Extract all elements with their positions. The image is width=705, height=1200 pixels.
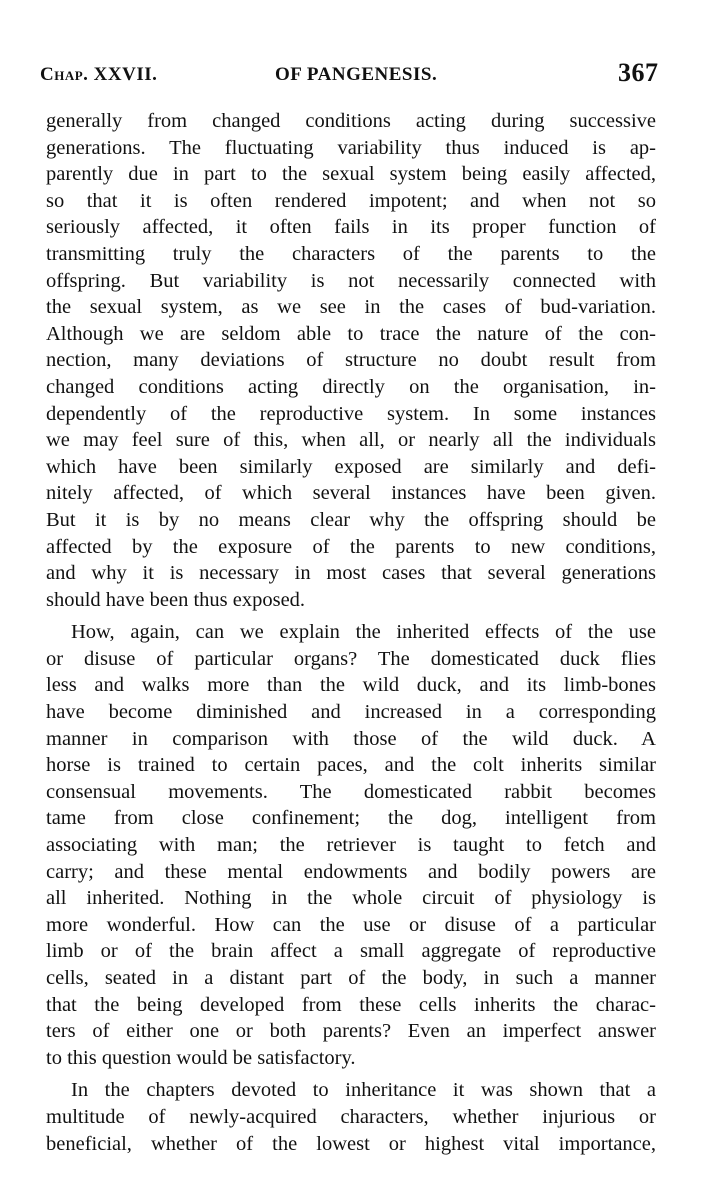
text-line: dependently of the reproductive system. In some instances <box>46 402 656 425</box>
text-line: Although we are seldom able to trace the nature of the con- <box>46 322 656 345</box>
text-line: In the chapters devoted to inheritance it was shown that a <box>71 1079 656 1102</box>
body-text <box>46 108 656 1157</box>
text-line: so that it is often rendered impotent; and when not so <box>46 189 656 212</box>
text-line: more wonderful. How can the use or disuse of a particular <box>46 913 656 936</box>
page-number: 367 <box>618 58 659 87</box>
text-line: limb or of the brain affect a small aggregate of reproductive <box>46 940 656 963</box>
text-line: to this question would be satisfactory. <box>46 1046 356 1069</box>
text-line: parently due in part to the sexual system being easily affected, <box>46 163 656 186</box>
text-line: nitely affected, of which several instances have been given. <box>46 482 656 505</box>
text-line: How, again, can we explain the inherited effects of the use <box>71 621 656 644</box>
text-line: seriously affected, it often fails in its proper function of <box>46 216 656 239</box>
text-line: affected by the exposure of the parents to new conditions, <box>46 535 656 558</box>
text-line: But it is by no means clear why the offspring should be <box>46 508 656 531</box>
text-line: ters of either one or both parents? Even an imperfect answer <box>46 1020 656 1043</box>
text-line: tame from close confinement; the dog, intelligent from <box>46 807 656 830</box>
text-line: and why it is necessary in most cases that several generations <box>46 562 656 585</box>
text-line: which have been similarly exposed are similarly and defi- <box>46 455 656 478</box>
running-header <box>40 58 680 98</box>
text-line: consensual movements. The domesticated rabbit becomes <box>46 780 656 803</box>
text-line: have become diminished and increased in a corresponding <box>46 701 656 724</box>
paragraph <box>46 619 656 1071</box>
text-line: less and walks more than the wild duck, and its limb-bones <box>46 674 656 697</box>
text-line: manner in comparison with those of the wild duck. A <box>46 727 656 750</box>
text-line: all inherited. Nothing in the whole circuit of physiology is <box>46 887 656 910</box>
chapter-label: Chap. XXVII. <box>40 64 158 85</box>
paragraph <box>46 108 656 613</box>
text-line: nection, many deviations of structure no doubt result from <box>46 349 656 372</box>
text-line: or disuse of particular organs? The domesticated duck flies <box>46 647 656 670</box>
text-line: horse is trained to certain paces, and the colt inherits similar <box>46 754 656 777</box>
text-line: multitude of newly-acquired characters, whether injurious or <box>46 1105 656 1128</box>
text-line: that the being developed from these cells inherits the charac- <box>46 993 656 1016</box>
text-line: transmitting truly the characters of the parents to the <box>46 242 656 265</box>
text-line: we may feel sure of this, when all, or nearly all the individuals <box>46 429 656 452</box>
paragraph <box>46 1077 656 1157</box>
text-line: generations. The fluctuating variability thus induced is ap- <box>46 136 656 159</box>
chapter-title: OF PANGENESIS. <box>275 64 438 85</box>
text-line: associating with man; the retriever is taught to fetch and <box>46 834 656 857</box>
text-line: generally from changed conditions acting during successive <box>46 110 656 132</box>
text-line: offspring. But variability is not necessarily connected with <box>46 269 656 292</box>
text-line: cells, seated in a distant part of the body, in such a manner <box>46 967 656 989</box>
text-line: the sexual system, as we see in the cases of bud-variation. <box>46 296 656 319</box>
text-line: carry; and these mental endowments and bodily powers are <box>46 860 656 883</box>
text-line: beneficial, whether of the lowest or highest vital importance, <box>46 1132 656 1155</box>
text-line: changed conditions acting directly on the organisation, in- <box>46 375 656 398</box>
text-line: should have been thus exposed. <box>46 588 306 611</box>
